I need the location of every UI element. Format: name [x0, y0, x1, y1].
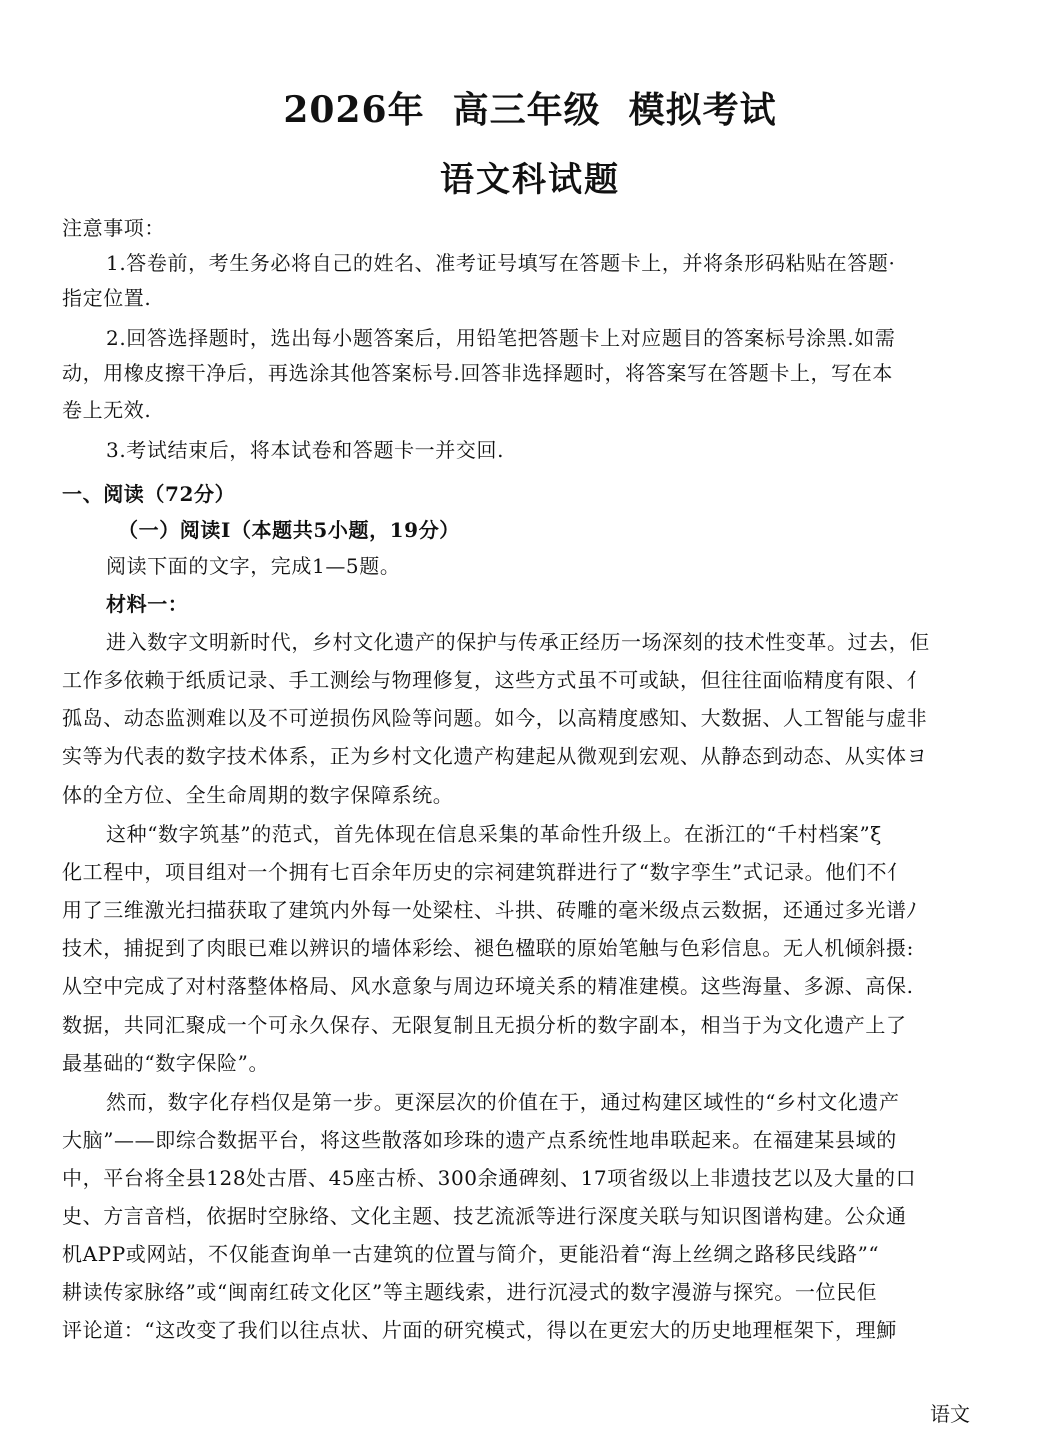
body-line: 进入数字文明新时代，乡村文化遗产的保护与传承正经历一场深刻的技术性变革。过去，佢	[106, 630, 930, 654]
notice-line: 动，用橡皮擦干净后，再选涂其他答案标号.回答非选择题时，将答案写在答题卡上，写在本	[62, 361, 893, 385]
notice-line: 1.答卷前，考生务必将自己的姓名、准考证号填写在答题卡上，并将条形码粘贴在答题·	[106, 251, 896, 275]
body-line: 史、方言音档，依据时空脉络、文化主题、技艺流派等进行深度关联与知识图谱构建。公众通	[62, 1204, 907, 1228]
body-line: 最基础的“数字保险”。	[62, 1051, 270, 1075]
material-label: 材料一：	[106, 592, 189, 616]
body-line: 机APP或网站，不仅能查询单一古建筑的位置与简介，更能沿着“海上丝绸之路移民线路”“	[62, 1242, 880, 1266]
section-heading: 一、阅读（72分）	[62, 482, 236, 506]
body-line: 实等为代表的数字技术体系，正为乡村文化遗产构建起从微观到宏观、从静态到动态、从实体ヨ	[62, 744, 928, 768]
title-grade: 高三年级	[452, 89, 601, 131]
title-exam: 模拟考试	[628, 89, 777, 131]
body-line: 用了三维激光扫描获取了建筑内外每一处梁柱、斗拱、砖雕的毫米级点云数据，还通过多光谱ﾉ	[62, 898, 918, 922]
title-year: 2026年	[283, 89, 425, 131]
notice-heading: 注意事项：	[62, 216, 165, 240]
body-line: 耕读传家脉络”或“闽南红砖文化区”等主题线索，进行沉浸式的数字漫游与探究。一位民佢	[62, 1280, 878, 1304]
body-line: 然而，数字化存档仅是第一步。更深层次的价值在于，通过构建区域性的“乡村文化遗产	[106, 1090, 900, 1114]
section-subheading: （一）阅读Ⅰ（本题共5小题，19分）	[118, 518, 460, 542]
body-line: 化工程中，项目组对一个拥有七百余年历史的宗祠建筑群进行了“数字孪生”式记录。他们不亻	[62, 860, 908, 884]
body-line: 孤岛、动态监测难以及不可逆损伤风险等问题。如今，以高精度感知、大数据、人工智能与虚非	[62, 706, 928, 730]
exam-subtitle: 语文科试题	[440, 160, 620, 200]
notice-line: 3.考试结束后，将本试卷和答题卡一并交回.	[106, 438, 505, 462]
notice-line: 指定位置.	[62, 286, 152, 310]
body-line: 从空中完成了对村落整体格局、风水意象与周边环境关系的精准建模。这些海量、多源、高保.	[62, 974, 914, 998]
body-line: 中，平台将全县128处古厝、45座古桥、300余通碑刻、17项省级以上非遗技艺以及大量的口	[62, 1166, 917, 1190]
body-line: 技术，捕捉到了肉眼已难以辨识的墙体彩绘、褪色楹联的原始笔触与色彩信息。无人机倾斜摄:	[62, 936, 914, 960]
body-line: 大脑”——即综合数据平台，将这些散落如珍珠的遗产点系统性地串联起来。在福建某县域的	[62, 1128, 897, 1152]
notice-line: 卷上无效.	[62, 398, 152, 422]
instruction: 阅读下面的文字，完成1—5题。	[106, 554, 401, 578]
page-footer: 语文	[930, 1402, 970, 1426]
body-line: 工作多依赖于纸质记录、手工测绘与物理修复，这些方式虽不可或缺，但往往面临精度有限、亻	[62, 668, 928, 692]
body-line: 体的全方位、全生命周期的数字保障系统。	[62, 783, 454, 807]
body-line: 这种“数字筑基”的范式，首先体现在信息采集的革命性升级上。在浙江的“千村档案”ξ	[106, 822, 882, 846]
body-line: 评论道：“这改变了我们以往点状、片面的研究模式，得以在更宏大的历史地理框架下，理魳	[62, 1318, 897, 1342]
body-line: 数据，共同汇聚成一个可永久保存、无限复制且无损分析的数字副本，相当于为文化遗产上了	[62, 1013, 907, 1037]
notice-line: 2.回答选择题时，选出每小题答案后，用铅笔把答题卡上对应题目的答案标号涂黑.如需	[106, 326, 896, 350]
exam-title	[0, 82, 1060, 133]
